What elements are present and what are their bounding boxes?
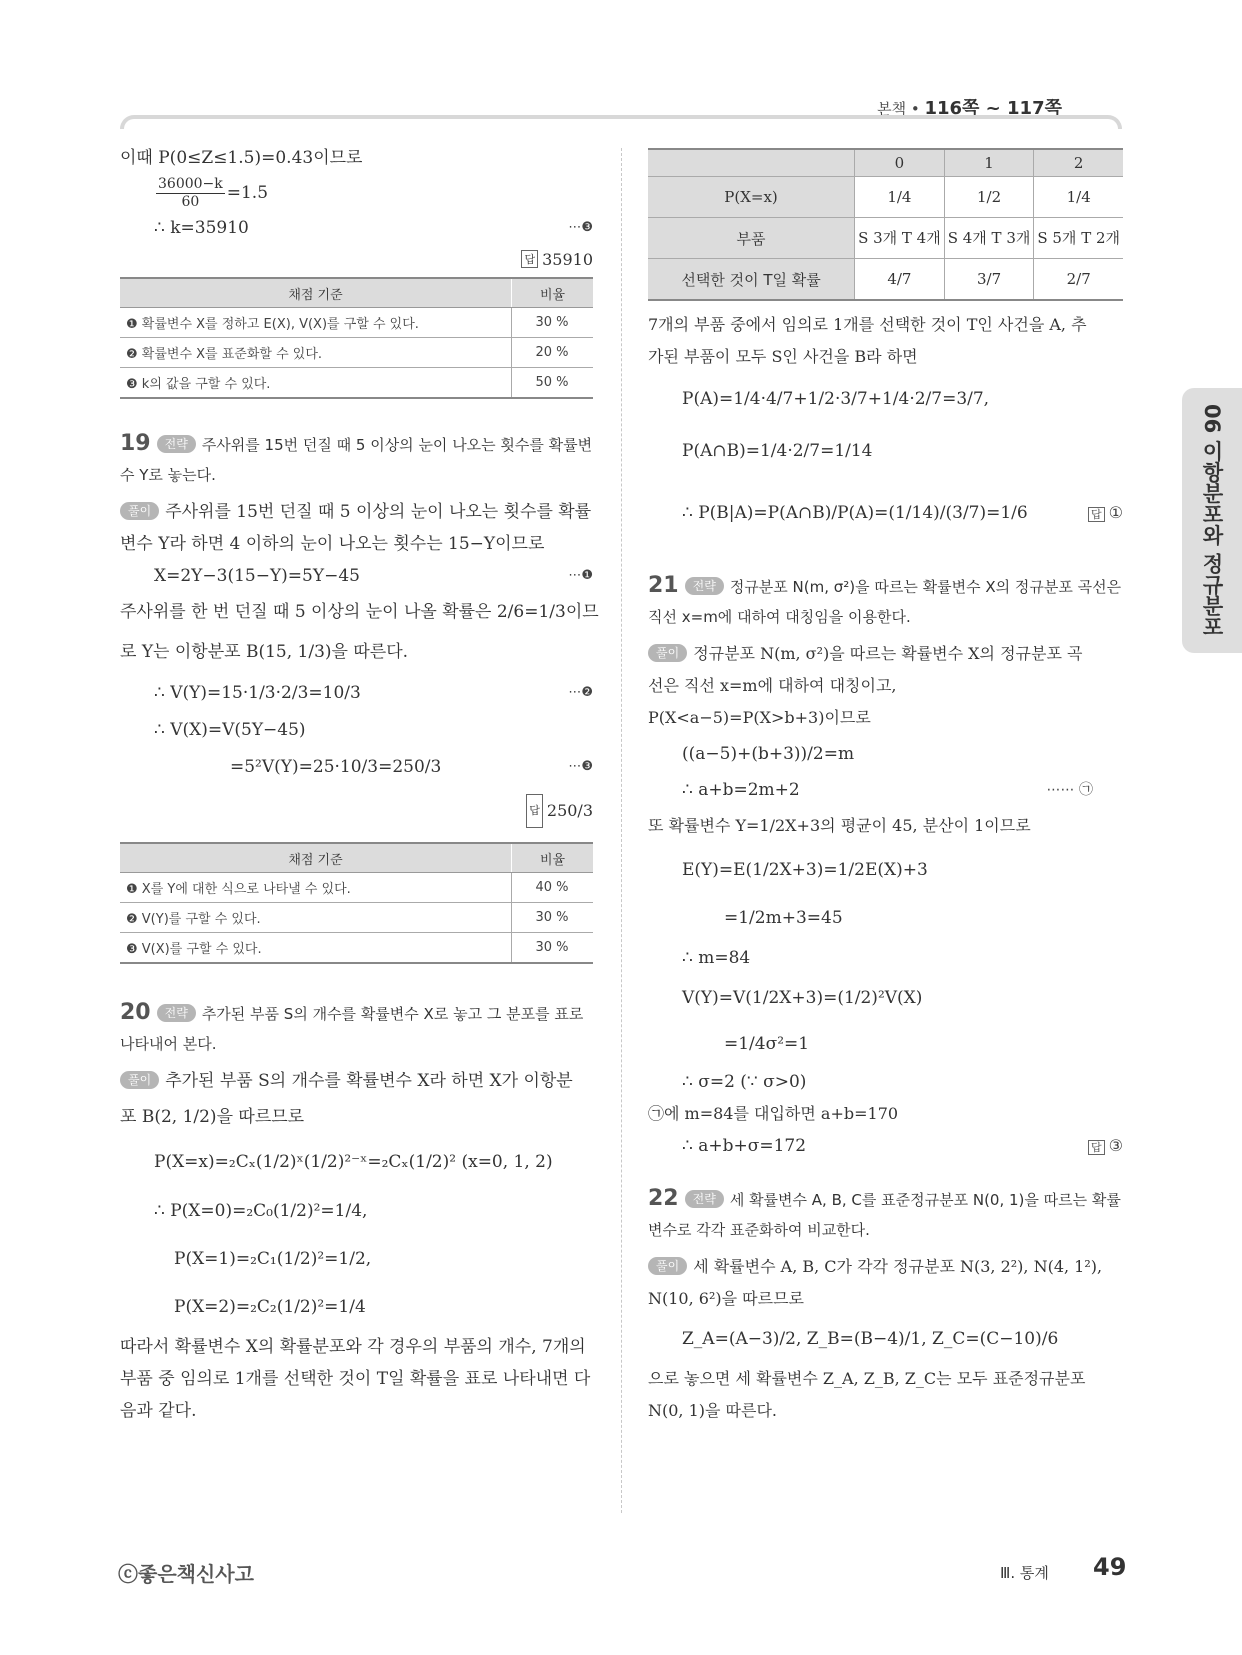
page-number: 49 [1093, 1553, 1127, 1581]
section-label: Ⅲ. 통계 [1000, 1564, 1049, 1582]
problem-19-strategy: 19 전략 주사위를 15번 던질 때 5 이상의 눈이 나오는 횟수를 확률변수 Y로 놓는다. [120, 431, 593, 484]
header-rule [120, 115, 1122, 129]
fraction-line: $\frac{36000-k}{60}$ =1.5 [158, 176, 269, 210]
chapter-tab[interactable]: 06 이항분포와 정규분포 [1182, 388, 1242, 653]
grading-table-19: 채점 기준 비율 ❶ X를 Y에 대한 식으로 나타낼 수 있다. 40 % ❷ V(Y)를 구할 수 있다. 30 % ❸ V(X)를 구할 수 있다. 30 % [120, 842, 593, 964]
problem-21-solution: 풀이 정규분포 N(m, σ²)을 따르는 확률변수 X의 정규분포 곡 선은 직선 x=m에 대하여 대칭이고, P(X<a−5)=P(X>b+3)이므로 ((a−5)+(b+3))/2=m ∴ a+b=2m+2 ⋯⋯ ㉠ 또 확률변수 Y=1/2X+3의 평균이 45, 분산이 1이므로 E(Y)=E(1/2X+3)=1/2E(X)+3 =1/2m+3=45 ∴ m=84 V(Y)=V(1/2X+3)=(1/2)²V(X) =1/4σ²=1 ∴ σ=2 (∵ σ>0) ㉠에 m=84를 대입하면 a+b=170 ∴ a+b+σ=172 답 ③ [648, 644, 1123, 1156]
problem-20-solution: 풀이 추가된 부품 S의 개수를 확률변수 X라 하면 X가 이항분 포 B(2, 1/2)을 따르므로 P(X=x)=₂Cₓ(1/2)ˣ(1/2)²⁻ˣ=₂Cₓ(1/2)² (x=0, 1, 2) ∴ P(X=0)=₂C₀(1/2)²=1/4, P(X=1)=₂C₁(1/2)²=1/2, P(X=2)=₂C₂(1/2)²=1/4 따라서 확률변수 X의 확률분포와 각 경우의 부품의 개수, 7개의 부품 중 임의로 1개를 선택한 것이 T일 확률을 표로 나타내면 다 음과 같다. [120, 1071, 591, 1421]
answer-19: 답 250/3 [120, 794, 593, 828]
column-divider [621, 148, 622, 1513]
problem-20-continued: 7개의 부품 중에서 임의로 1개를 선택한 것이 T인 사건을 A, 추 가된 부품이 모두 S인 사건을 B라 하면 P(A)=1/4·4/7+1/2·3/7+1/4·2/7=3/7, P(A∩B)=1/4·2/7=1/14 ∴ P(B|A)=P(A∩B)/P(A)=(1/14)/(3/7)=1/6 답 ① [648, 315, 1123, 523]
distribution-table: 0 1 2 P(X=x) 1/4 1/2 1/4 부품 S 3개 T 4개 S 4개 T 3개 S 5개 T 2개 선택한 것이 T일 확률 4/7 3/7 2/7 [648, 148, 1123, 301]
left-column [120, 142, 599, 1427]
right-column [648, 148, 1123, 1427]
result-line: ∴ k=35910 ⋯❸ [154, 218, 593, 238]
problem-19-solution: 풀이 주사위를 15번 던질 때 5 이상의 눈이 나오는 횟수를 확률 변수 Y라 하면 4 이하의 눈이 나오는 횟수는 15−Y이므로 X=2Y−3(15−Y)=5Y−45 ⋯❶ 주사위를 한 번 던질 때 5 이상의 눈이 나올 확률은 2/6=1/3이므 로 Y는 이항분포 B(15, 1/3)을 따른다. ∴ V(Y)=15·1/3·2/3=10/3 ⋯❷ ∴ V(X)=V(5Y−45) =5²V(Y)=25·10/3=250/3 ⋯❸ 답 250/3 [120, 496, 593, 828]
text-line: 이때 P(0≤Z≤1.5)=0.43이므로 [120, 148, 363, 168]
problem-21-strategy: 21 전략 정규분포 N(m, σ²)을 따르는 확률변수 X의 정규분포 곡선은 직선 x=m에 대하여 대칭임을 이용한다. [648, 573, 1122, 626]
publisher-logo: ⓒ좋은책신사고 [118, 1562, 254, 1586]
problem-20-strategy: 20 전략 추가된 부품 S의 개수를 확률변수 X로 놓고 그 분포를 표로 나타내어 본다. [120, 1000, 584, 1053]
grading-table-18: 채점 기준 비율 ❶ 확률변수 X를 정하고 E(X), V(X)를 구할 수 있다. 30 % ❷ 확률변수 X를 표준화할 수 있다. 20 % ❸ k의 값을 구할 수 있다. 50 % [120, 277, 593, 399]
page-reference: 본책 • 116쪽 ~ 117쪽 [877, 98, 1062, 119]
answer-18: 답 35910 [120, 250, 593, 269]
problem-22-strategy: 22 전략 세 확률변수 A, B, C를 표준정규분포 N(0, 1)을 따르는 확률변수로 각각 표준화하여 비교한다. [648, 1186, 1121, 1239]
problem-22-solution: 풀이 세 확률변수 A, B, C가 각각 정규분포 N(3, 2²), N(4, 1²), N(10, 6²)을 따르므로 Z_A=(A−3)/2, Z_B=(B−4)/1, Z_C=(C−10)/6 으로 놓으면 세 확률변수 Z_A, Z_B, Z_C는 모두 표준정규분포 N(0, 1)을 따른다. [648, 1257, 1103, 1420]
